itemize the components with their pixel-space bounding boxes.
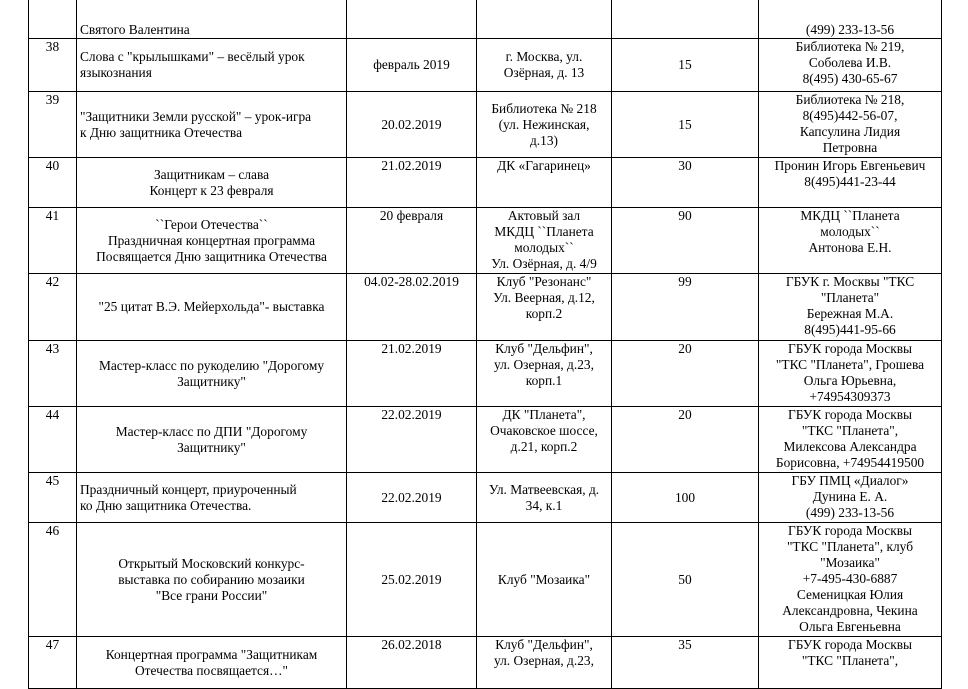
event-place-cell: Клуб "Дельфин", ул. Озерная, д.23, (477, 637, 612, 689)
event-title-cell: Мастер-класс по рукоделию "Дорогому Защитнику" (77, 341, 347, 407)
table-row (29, 407, 942, 473)
row-number-cell: 38 (29, 39, 77, 92)
event-date-cell: 20 февраля (347, 208, 477, 274)
event-date-cell: 22.02.2019 (347, 407, 477, 473)
event-title-cell: Концертная программа "Защитникам Отечества посвящается…" (77, 637, 347, 689)
event-date-cell: 21.02.2019 (347, 158, 477, 208)
event-place-cell: ДК «Гагаринец» (477, 158, 612, 208)
organizer-contact-cell: Библиотека № 218, 8(495)442-56-07, Капсулина Лидия Петровна (759, 92, 942, 158)
organizer-contact-cell: ГБУК города Москвы "ТКС "Планета", клуб "Мозаика" +7-495-430-6887 Семеницкая Юлия Александровна, Чекина Ольга Евгеньевна (759, 523, 942, 637)
event-date-cell (347, 0, 477, 39)
event-title-cell: Мастер-класс по ДПИ "Дорогому Защитнику" (77, 407, 347, 473)
participants-cell: 20 (612, 407, 759, 473)
participants-cell: 35 (612, 637, 759, 689)
event-place-cell: Ул. Матвеевская, д. 34, к.1 (477, 473, 612, 523)
event-place-cell: Актовый зал МКДЦ ``Планета молодых`` Ул. Озёрная, д. 4/9 (477, 208, 612, 274)
event-title-cell: Защитникам – слава Концерт к 23 февраля (77, 158, 347, 208)
table-body (29, 0, 942, 689)
table-row (29, 341, 942, 407)
event-date-cell: 22.02.2019 (347, 473, 477, 523)
row-number-cell (29, 0, 77, 39)
event-place-cell: г. Москва, ул. Озёрная, д. 13 (477, 39, 612, 92)
organizer-contact-cell: Библиотека № 219, Соболева И.В. 8(495) 430-65-67 (759, 39, 942, 92)
organizer-contact-cell: (499) 233-13-56 (759, 0, 942, 39)
event-date-cell: 26.02.2018 (347, 637, 477, 689)
event-place-cell: ДК "Планета", Очаковское шоссе, д.21, корп.2 (477, 407, 612, 473)
row-number-cell: 39 (29, 92, 77, 158)
table-row (29, 473, 942, 523)
event-place-cell: Библиотека № 218 (ул. Нежинская, д.13) (477, 92, 612, 158)
event-date-cell: февраль 2019 (347, 39, 477, 92)
event-date-cell: 04.02-28.02.2019 (347, 274, 477, 341)
participants-cell (612, 0, 759, 39)
organizer-contact-cell: ГБУК города Москвы "ТКС "Планета", Грошева Ольга Юрьевна, +74954309373 (759, 341, 942, 407)
row-number-cell: 40 (29, 158, 77, 208)
row-number-cell: 47 (29, 637, 77, 689)
event-title-cell: Праздничный концерт, приуроченный ко Дню защитника Отечества. (77, 473, 347, 523)
table-row (29, 274, 942, 341)
event-date-cell: 25.02.2019 (347, 523, 477, 637)
event-date-cell: 21.02.2019 (347, 341, 477, 407)
event-place-cell (477, 0, 612, 39)
participants-cell: 100 (612, 473, 759, 523)
participants-cell: 15 (612, 39, 759, 92)
event-place-cell: Клуб "Резонанс" Ул. Веерная, д.12, корп.2 (477, 274, 612, 341)
table-row (29, 158, 942, 208)
table-row (29, 92, 942, 158)
participants-cell: 20 (612, 341, 759, 407)
event-date-cell: 20.02.2019 (347, 92, 477, 158)
table-row (29, 523, 942, 637)
row-number-cell: 45 (29, 473, 77, 523)
table-row (29, 208, 942, 274)
organizer-contact-cell: ГБУ ПМЦ «Диалог» Дунина Е. А. (499) 233-13-56 (759, 473, 942, 523)
participants-cell: 15 (612, 92, 759, 158)
organizer-contact-cell: ГБУК города Москвы "ТКС "Планета", Милексова Александра Борисовна, +74954419500 (759, 407, 942, 473)
participants-cell: 30 (612, 158, 759, 208)
organizer-contact-cell: МКДЦ ``Планета молодых`` Антонова Е.Н. (759, 208, 942, 274)
row-number-cell: 43 (29, 341, 77, 407)
row-number-cell: 44 (29, 407, 77, 473)
event-title-cell: "25 цитат В.Э. Мейерхольда"- выставка (77, 274, 347, 341)
participants-cell: 90 (612, 208, 759, 274)
participants-cell: 99 (612, 274, 759, 341)
table-row (29, 0, 942, 39)
row-number-cell: 46 (29, 523, 77, 637)
organizer-contact-cell: ГБУК города Москвы "ТКС "Планета", (759, 637, 942, 689)
organizer-contact-cell: ГБУК г. Москвы "ТКС "Планета" Бережная М.А. 8(495)441-95-66 (759, 274, 942, 341)
event-title-cell: ``Герои Отечества`` Праздничная концертная программа Посвящается Дню защитника Отечества (77, 208, 347, 274)
events-table (28, 0, 942, 689)
event-place-cell: Клуб "Дельфин", ул. Озерная, д.23, корп.1 (477, 341, 612, 407)
table-row (29, 39, 942, 92)
participants-cell: 50 (612, 523, 759, 637)
event-title-cell: Святого Валентина (77, 0, 347, 39)
event-title-cell: Слова с "крылышками" – весёлый урок языкознания (77, 39, 347, 92)
event-title-cell: Открытый Московский конкурс- выставка по собиранию мозаики "Все грани России" (77, 523, 347, 637)
row-number-cell: 42 (29, 274, 77, 341)
table-row (29, 637, 942, 689)
organizer-contact-cell: Пронин Игорь Евгеньевич 8(495)441-23-44 (759, 158, 942, 208)
event-title-cell: "Защитники Земли русской" – урок-игра к Дню защитника Отечества (77, 92, 347, 158)
event-place-cell: Клуб "Мозаика" (477, 523, 612, 637)
row-number-cell: 41 (29, 208, 77, 274)
